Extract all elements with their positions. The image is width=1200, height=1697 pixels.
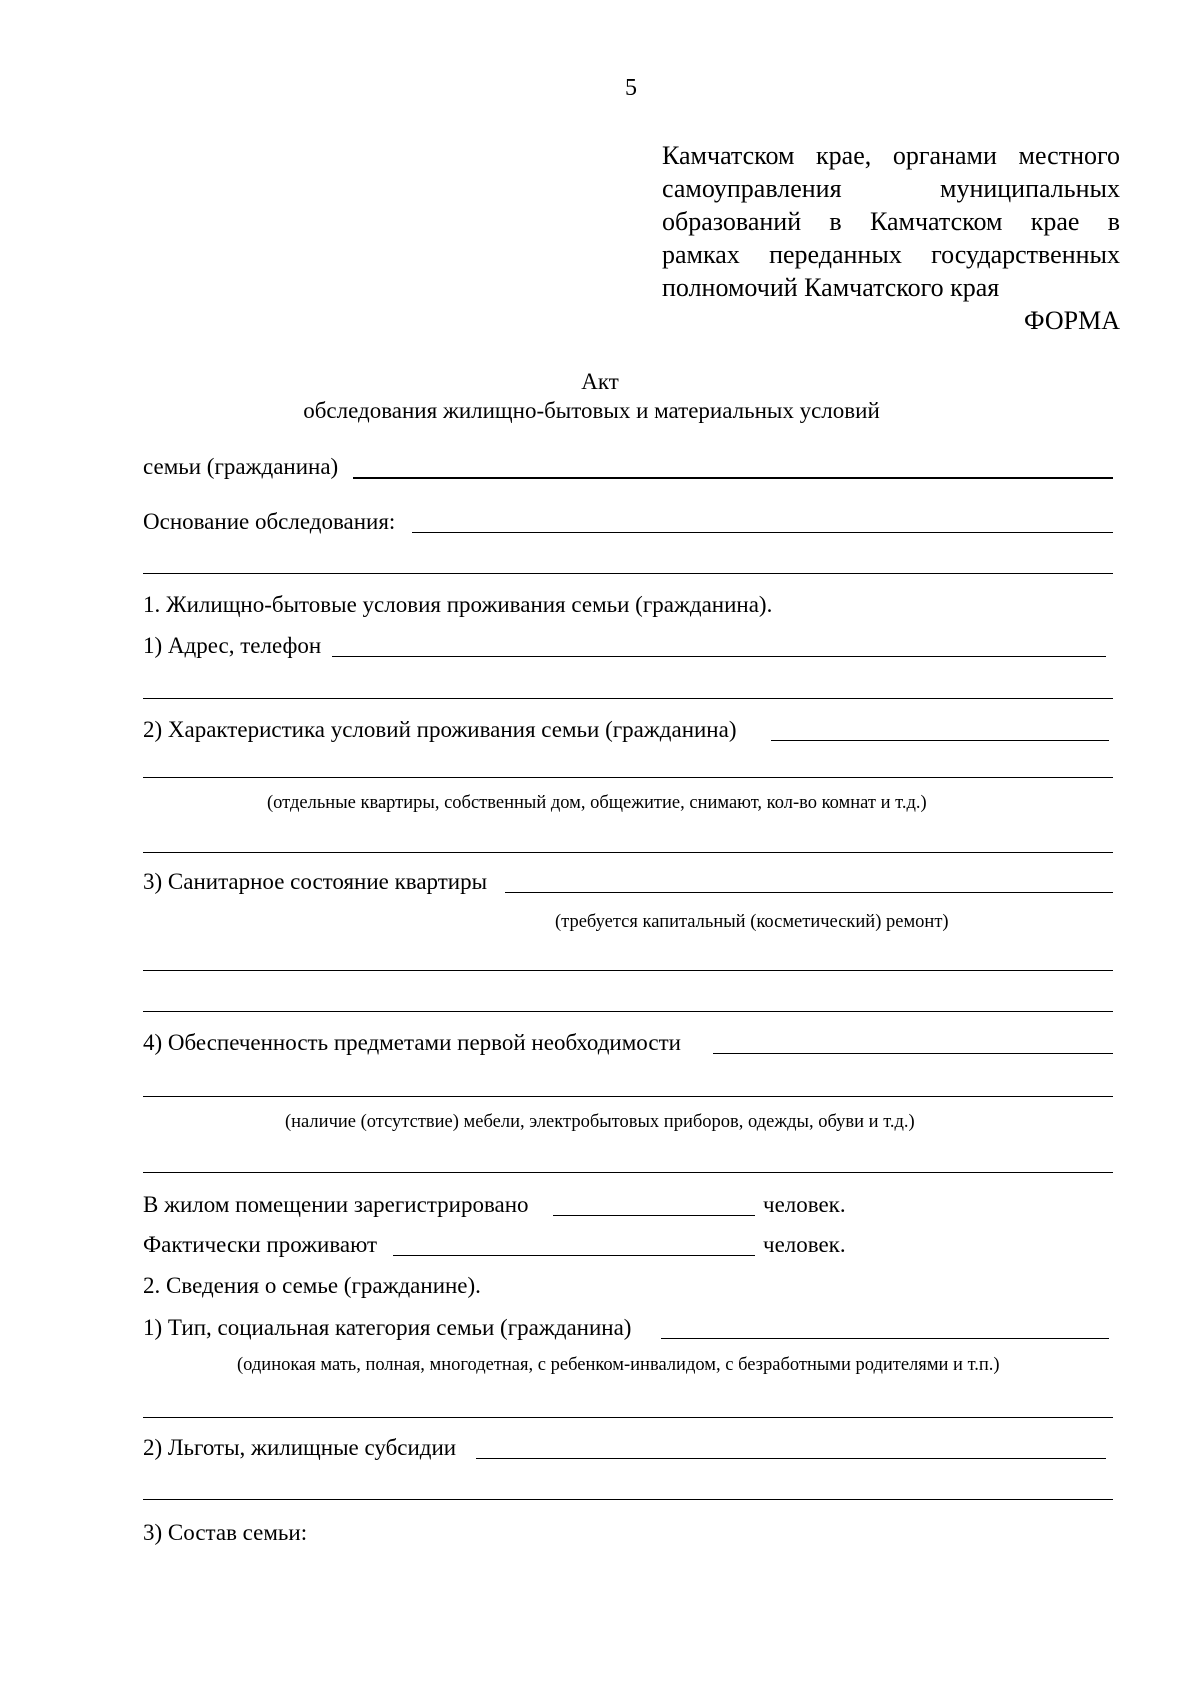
family-type-input-line[interactable] xyxy=(661,1338,1109,1339)
address-input-line-2[interactable] xyxy=(143,698,1113,699)
conditions-label: 2) Характеристика условий проживания семьи (гражданина) xyxy=(143,717,737,742)
family-type-hint: (одинокая мать, полная, многодетная, с ребенком-инвалидом, с безработными родителями и т.п.) xyxy=(237,1355,1000,1375)
composition-label: 3) Состав семьи: xyxy=(143,1520,308,1545)
header-line-5: полномочий Камчатского края xyxy=(662,273,1000,302)
benefits-input-line[interactable] xyxy=(476,1458,1106,1459)
conditions-input-line-2[interactable] xyxy=(143,777,1113,778)
basis-label: Основание обследования: xyxy=(143,509,396,534)
basis-input-line[interactable] xyxy=(412,532,1113,533)
benefits-input-line-2[interactable] xyxy=(143,1499,1113,1500)
supplies-input-line[interactable] xyxy=(713,1053,1113,1054)
supplies-label: 4) Обеспеченность предметами первой необходимости xyxy=(143,1030,681,1055)
sanitary-input-line-3[interactable] xyxy=(143,1011,1113,1012)
supplies-hint: (наличие (отсутствие) мебели, электробытовых приборов, одежды, обуви и т.д.) xyxy=(285,1112,915,1132)
act-subtitle: обследования жилищно-бытовых и материальных условий xyxy=(303,398,880,423)
address-input-line[interactable] xyxy=(332,656,1106,657)
family-input-line[interactable] xyxy=(353,477,1113,479)
conditions-input-line-3[interactable] xyxy=(143,852,1113,853)
living-label: Фактически проживают xyxy=(143,1232,378,1257)
benefits-label: 2) Льготы, жилищные субсидии xyxy=(143,1435,457,1460)
registered-unit: человек. xyxy=(763,1192,846,1217)
act-title: Акт xyxy=(581,369,619,394)
sanitary-input-line-2[interactable] xyxy=(143,970,1113,971)
header-block xyxy=(662,139,1120,337)
family-label: семьи (гражданина) xyxy=(143,454,339,479)
conditions-hint: (отдельные квартиры, собственный дом, общежитие, снимают, кол-во комнат и т.д.) xyxy=(267,793,927,813)
header-line-2: самоуправления муниципальных xyxy=(662,174,1120,203)
page-number: 5 xyxy=(625,75,637,101)
conditions-input-line[interactable] xyxy=(771,740,1109,741)
sanitary-hint: (требуется капитальный (косметический) ремонт) xyxy=(555,912,949,932)
address-label: 1) Адрес, телефон xyxy=(143,633,322,658)
living-unit: человек. xyxy=(763,1232,846,1257)
registered-label: В жилом помещении зарегистрировано xyxy=(143,1192,529,1217)
family-type-label: 1) Тип, социальная категория семьи (гражданина) xyxy=(143,1315,632,1340)
header-line-4: рамках переданных государственных xyxy=(662,240,1120,269)
supplies-input-line-3[interactable] xyxy=(143,1172,1113,1173)
sanitary-label: 3) Санитарное состояние квартиры xyxy=(143,869,488,894)
family-type-input-line-2[interactable] xyxy=(143,1417,1113,1418)
section2-heading: 2. Сведения о семье (гражданине). xyxy=(143,1273,481,1298)
sanitary-input-line[interactable] xyxy=(505,892,1113,893)
basis-input-line-2[interactable] xyxy=(143,573,1113,574)
living-input-line[interactable] xyxy=(393,1255,755,1256)
form-label: ФОРМА xyxy=(1024,306,1120,335)
header-line-1: Камчатском крае, органами местного xyxy=(662,141,1120,170)
section1-heading: 1. Жилищно-бытовые условия проживания семьи (гражданина). xyxy=(143,592,773,617)
supplies-input-line-2[interactable] xyxy=(143,1096,1113,1097)
registered-input-line[interactable] xyxy=(553,1215,755,1216)
header-line-3: образований в Камчатском крае в xyxy=(662,207,1120,236)
